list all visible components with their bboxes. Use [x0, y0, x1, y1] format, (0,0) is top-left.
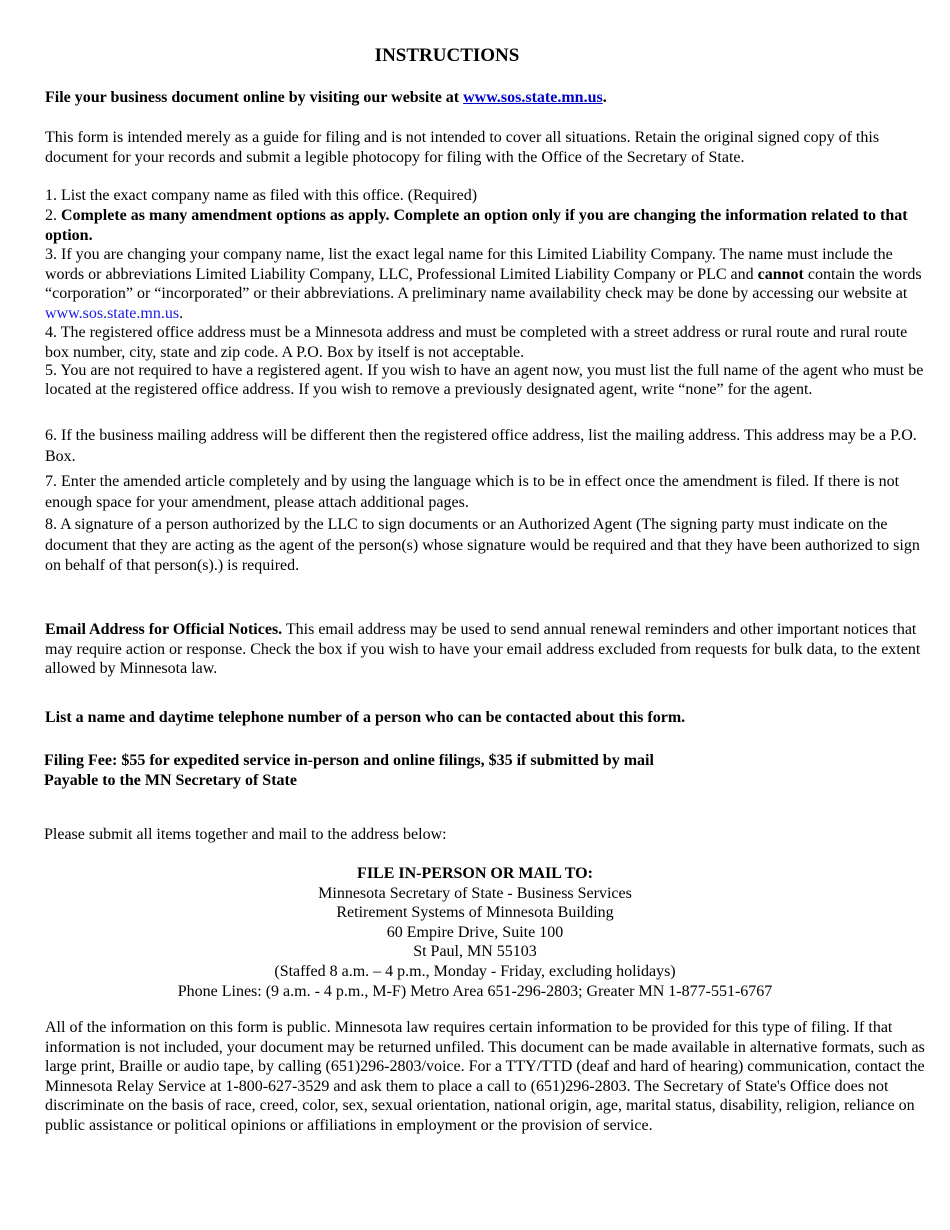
phone-lines: Phone Lines: (9 a.m. - 4 p.m., M-F) Metro Area 651-296-2803; Greater MN 1-877-551-6767 [177, 982, 773, 1000]
instruction-item-6: 6. If the business mailing address will be different then the registered office address, list the mailing address. This address may be a P.O. Box. [45, 427, 917, 465]
online-filing-suffix: . [602, 89, 607, 106]
instruction-item-2 [45, 206, 930, 245]
email-notice-heading: Email Address for Official Notices. [45, 621, 283, 638]
instruction-item-3-text-a: 3. If you are changing your company name, list the exact legal name for this Limited Liability Company. The name must include the words or abbreviations Limited Liability Company, LLC, Professional Limited Liability Company or PLC and [45, 246, 893, 283]
office-hours: (Staffed 8 a.m. – 4 p.m., Monday - Friday, excluding holidays) [274, 962, 676, 980]
mailing-address-line-3: 60 Empire Drive, Suite 100 [386, 923, 564, 941]
email-notice-paragraph [45, 620, 930, 679]
instruction-item-5: 5. You are not required to have a registered agent. If you wish to have an agent now, you must list the full name of the agent who must be located at the registered office address. If you wish to remove a previously designated agent, write “none” for the agent. [45, 362, 924, 398]
online-filing-prefix: File your business document online by visiting our website at [45, 89, 464, 106]
filing-fee [44, 751, 929, 790]
instruction-item-3-cannot: cannot [757, 265, 804, 283]
page-title: INSTRUCTIONS [374, 45, 520, 66]
contact-person-line: List a name and daytime telephone number of a person who can be contacted about this form. [45, 709, 686, 726]
instruction-item-3-text-b: contain the words “corporation” or “incorporated” or their abbreviations. A preliminary name availability check may be done by accessing our website at [45, 265, 922, 303]
filing-fee-line-1: Filing Fee: $55 for expedited service in-person and online filings, $35 if submitted by mail [44, 752, 654, 769]
website-link[interactable]: www.sos.state.mn.us [463, 89, 603, 106]
instruction-item-4: 4. The registered office address must be a Minnesota address and must be completed with a street address or rural route and rural route box number, city, state and zip code. A P.O. Box by itself is not acceptable. [45, 324, 908, 361]
instruction-item-2-text: Complete as many amendment options as apply. Complete an option only if you are changing the information related to that option. [45, 207, 908, 244]
mailing-address-line-1: Minnesota Secretary of State - Business Services [318, 884, 632, 902]
public-information-paragraph: All of the information on this form is public. Minnesota law requires certain information to be provided for this type of filing. If that information is not included, your document may be returned unfiled. This document can be made available in alternative formats, such as large print, Braille or audio tape, by calling (651)296-2803/voice. For a TTY/TTD (deaf and hard of hearing) communication, contact the Minnesota Relay Service at 1-800-627-3529 and ask them to place a call to (651)296-2803. The Secretary of State's Office does not discriminate on the basis of race, creed, color, sex, sexual orientation, national origin, age, marital status, disability, religion, reliance on public assistance or political opinions or affiliations in employment or the provision of service. [45, 1019, 925, 1134]
email-notice-text: This email address may be used to send annual renewal reminders and other important notices that may require action or response. Check the box if you wish to have your email address excluded from requests for bulk data, to the extent allowed by Minnesota law. [45, 621, 921, 678]
instruction-item-3-end: . [179, 304, 184, 322]
submit-instruction: Please submit all items together and mail to the address below: [44, 826, 447, 843]
instruction-item-3 [45, 245, 930, 323]
mailing-address [0, 864, 950, 1001]
instruction-item-8: 8. A signature of a person authorized by the LLC to sign documents or an Authorized Agent (The signing party must indicate on the document that they are acting as the agent of the person(s) whose signature would be required and that they have been authorized to sign on behalf of that person(s).) is required. [45, 516, 920, 574]
mailing-address-line-2: Retirement Systems of Minnesota Building [336, 904, 614, 922]
online-filing-line [45, 88, 930, 108]
instruction-item-1: 1. List the exact company name as filed with this office. (Required) [45, 187, 478, 204]
instruction-item-2-number: 2. [45, 207, 61, 224]
instruction-item-7: 7. Enter the amended article completely and by using the language which is to be in effect once the amendment is filed. If there is not enough space for your amendment, please attach additional pages. [45, 473, 900, 511]
item-3-website-link[interactable]: www.sos.state.mn.us [45, 304, 180, 322]
intro-paragraph: This form is intended merely as a guide for filing and is not intended to cover all situations. Retain the original signed copy of this document for your records and submit a legible photocopy for filing with the Office of the Secretary of State. [45, 129, 880, 166]
mailing-address-line-4: St Paul, MN 55103 [413, 943, 537, 961]
mailing-address-heading: FILE IN-PERSON OR MAIL TO: [357, 865, 593, 882]
filing-fee-line-2: Payable to the MN Secretary of State [44, 771, 297, 789]
